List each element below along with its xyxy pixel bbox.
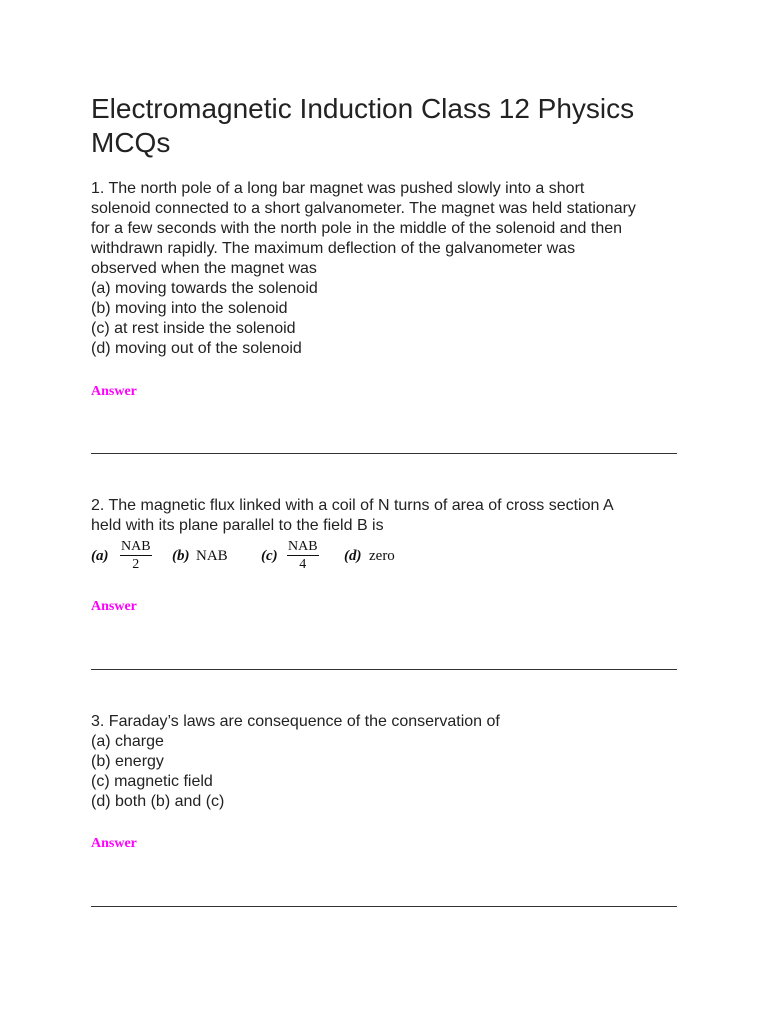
option-b: (b) energy xyxy=(91,753,164,770)
question-text-line: 2. The magnetic flux linked with a coil of N turns of area of cross section A xyxy=(91,497,614,514)
question-text-line: observed when the magnet was xyxy=(91,260,317,277)
page-title: Electromagnetic Induction Class 12 Physics MCQs xyxy=(91,93,635,158)
option-b: (b) moving into the solenoid xyxy=(91,300,288,317)
question-text-line: for a few seconds with the north pole in the middle of the solenoid and then xyxy=(91,220,623,237)
question-1 xyxy=(91,179,691,359)
fraction xyxy=(287,538,319,573)
option-value: zero xyxy=(369,548,395,564)
option-d: (d) moving out of the solenoid xyxy=(91,340,302,357)
option-a: (a) moving towards the solenoid xyxy=(91,280,318,297)
option-a: (a) charge xyxy=(91,733,164,750)
question-text-line: held with its plane parallel to the field B is xyxy=(91,517,384,534)
question-text-line: solenoid connected to a short galvanometer. The magnet was held stationary xyxy=(91,200,636,217)
divider xyxy=(91,453,677,454)
option-d: (d) both (b) and (c) xyxy=(91,793,225,810)
option-label: (d) xyxy=(344,548,362,564)
question-text-line: 1. The north pole of a long bar magnet was pushed slowly into a short xyxy=(91,180,585,197)
question-text-line: withdrawn rapidly. The maximum deflection of the galvanometer was xyxy=(91,240,576,257)
fraction-denominator: 2 xyxy=(132,557,140,572)
fraction xyxy=(120,538,152,573)
option-c: (c) at rest inside the solenoid xyxy=(91,320,296,337)
question-3 xyxy=(91,712,691,812)
question-2 xyxy=(91,496,691,536)
answer-toggle-3[interactable]: Answer xyxy=(91,836,137,851)
option-c: (c) magnetic field xyxy=(91,773,213,790)
divider xyxy=(91,669,677,670)
answer-toggle-1[interactable]: Answer xyxy=(91,384,137,399)
fraction-numerator: NAB xyxy=(288,539,318,554)
option-label: (c) xyxy=(261,548,278,564)
divider xyxy=(91,906,677,907)
fraction-denominator: 4 xyxy=(299,557,307,572)
answer-toggle-2[interactable]: Answer xyxy=(91,599,137,614)
option-value: NAB xyxy=(196,548,228,564)
option-label: (a) xyxy=(91,548,109,564)
option-label: (b) xyxy=(172,548,190,564)
question-text-line: 3. Faraday’s laws are consequence of the conservation of xyxy=(91,713,500,730)
fraction-numerator: NAB xyxy=(121,539,151,554)
